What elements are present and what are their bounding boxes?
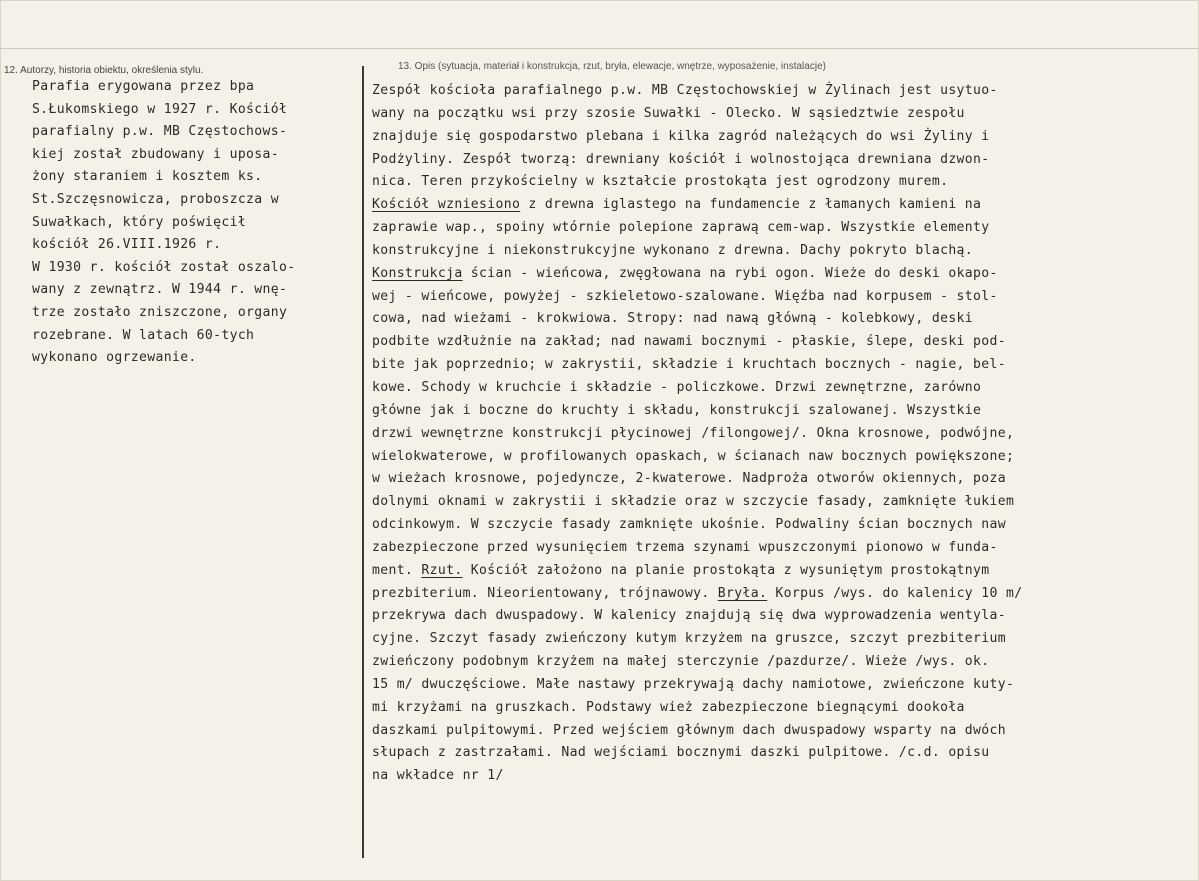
description-line: nica. Teren przykościelny w kształcie prostokąta jest ogrodzony murem.	[372, 174, 949, 190]
description-line: odcinkowym. W szczycie fasady zamknięte ukośnie. Podwaliny ścian bocznych naw	[372, 517, 1006, 533]
description-line: cyjne. Szczyt fasady zwieńczony kutym krzyżem na gruszce, szczyt prezbiterium	[372, 631, 1006, 647]
history-line: S.Łukomskiego w 1927 r. Kościół	[32, 101, 288, 117]
history-line: W 1930 r. kościół został oszalo-	[32, 259, 296, 275]
top-rule	[0, 48, 1199, 49]
history-line: Suwałkach, który poświęcił	[32, 214, 247, 230]
description-line: Konstrukcja ścian - wieńcowa, zwęgłowana na rybi ogon. Wieże do deski okapo-	[372, 265, 998, 281]
description-line: zabezpieczone przed wysunięciem trzema szynami wpuszczonymi pionowo w funda-	[372, 539, 998, 555]
history-line: kościół 26.VIII.1926 r.	[32, 237, 222, 253]
history-line: kiej został zbudowany i uposa-	[32, 146, 279, 162]
description-line: prezbiterium. Nieorientowany, trójnawowy. Bryła. Korpus /wys. do kalenicy 10 m/	[372, 585, 1023, 601]
description-line: przekrywa dach dwuspadowy. W kalenicy znajdują się dwa wyprowadzenia wentyla-	[372, 608, 1006, 624]
description-line: mi krzyżami na gruszkach. Podstawy wież zabezpieczone biegnącymi dookoła	[372, 699, 965, 715]
section-13-header: 13. Opis (sytuacja, materiał i konstrukcja, rzut, bryła, elewacje, wnętrze, wyposażenie, instalacje)	[398, 61, 826, 72]
description-line: w wieżach krosnowe, pojedyncze, 2-kwaterowe. Nadproża otworów okiennych, poza	[372, 471, 1006, 487]
history-line: rozebrane. W latach 60-tych	[32, 327, 255, 343]
description-line: wielokwaterowe, w profilowanych opaskach, w ścianach naw bocznych powiększone;	[372, 448, 1015, 464]
description-line: ment. Rzut. Kościół założono na planie prostokąta z wysuniętym prostokątnym	[372, 562, 990, 578]
history-line: trze zostało zniszczone, organy	[32, 304, 288, 320]
description-line: kowe. Schody w kruchcie i składzie - policzkowe. Drzwi zewnętrzne, zarówno	[372, 379, 982, 395]
history-line: żony staraniem i kosztem ks.	[32, 169, 263, 185]
description-line: główne jak i boczne do kruchty i składu, konstrukcji szalowanej. Wszystkie	[372, 402, 982, 418]
description-line: daszkami pulpitowymi. Przed wejściem głównym dach dwuspadowy wsparty na dwóch	[372, 722, 1006, 738]
description-line: cowa, nad wieżami - krokwiowa. Stropy: nad nawą główną - kolebkowy, deski	[372, 311, 974, 327]
description-line: słupach z zastrzałami. Nad wejściami bocznymi daszki pulpitowe. /c.d. opisu	[372, 745, 990, 761]
description-line: znajduje się gospodarstwo plebana i kilka zagród należących do wsi Żyliny i	[372, 128, 990, 144]
description-line: na wkładce nr 1/	[372, 768, 504, 784]
history-line: wany z zewnątrz. W 1944 r. wnę-	[32, 282, 288, 298]
description-line: Zespół kościoła parafialnego p.w. MB Częstochowskiej w Żylinach jest usytuo-	[372, 83, 998, 98]
description-line: podbite wzdłużnie na zakład; nad nawami bocznymi - płaskie, ślepe, deski pod-	[372, 334, 1006, 350]
underlined-heading: Kościół wzniesiono	[372, 197, 521, 213]
underlined-heading: Rzut.	[421, 562, 463, 578]
history-line: parafialny p.w. MB Częstochows-	[32, 124, 288, 140]
history-line: Parafia erygowana przez bpa	[32, 79, 255, 94]
description-line: drzwi wewnętrzne konstrukcji płycinowej /filongowej/. Okna krosnowe, podwójne,	[372, 425, 1015, 441]
description-line: wej - wieńcowe, powyżej - szkieletowo-szalowane. Więźba nad korpusem - stol-	[372, 288, 998, 304]
history-line: St.Szczęsnowicza, proboszcza w	[32, 191, 279, 207]
history-text	[32, 76, 295, 370]
description-line: bite jak poprzednio; w zakrystii, składzie i kruchtach bocznych - nagie, bel-	[372, 357, 1006, 373]
description-line: zaprawie wap., spoiny wtórnie polepione zaprawą cem-wap. Wszystkie elementy	[372, 220, 990, 236]
description-text	[372, 80, 1022, 788]
description-line: Podżyliny. Zespół tworzą: drewniany kościół i wolnostojąca drewniana dzwon-	[372, 151, 990, 167]
history-line: wykonano ogrzewanie.	[32, 350, 197, 366]
section-12-header: 12. Autorzy, historia obiektu, określenia stylu.	[4, 65, 204, 76]
underlined-heading: Bryła.	[717, 585, 768, 601]
description-line: dolnymi oknami w zakrystii i składzie oraz w szczycie fasady, zamknięte łukiem	[372, 494, 1015, 510]
description-line: 15 m/ dwuczęściowe. Małe nastawy przekrywają dachy namiotowe, zwieńczone kuty-	[372, 676, 1015, 692]
description-line: zwieńczony podobnym krzyżem na małej sterczynie /pazdurze/. Wieże /wys. ok.	[372, 654, 990, 670]
underlined-heading: Konstrukcja	[372, 265, 463, 281]
description-line: wany na początku wsi przy szosie Suwałki - Olecko. W sąsiedztwie zespołu	[372, 105, 965, 121]
description-line: konstrukcyjne i niekonstrukcyjne wykonano z drewna. Dachy pokryto blachą.	[372, 242, 974, 258]
description-line: Kościół wzniesiono z drewna iglastego na fundamencie z łamanych kamieni na	[372, 197, 982, 213]
column-divider	[362, 66, 364, 858]
